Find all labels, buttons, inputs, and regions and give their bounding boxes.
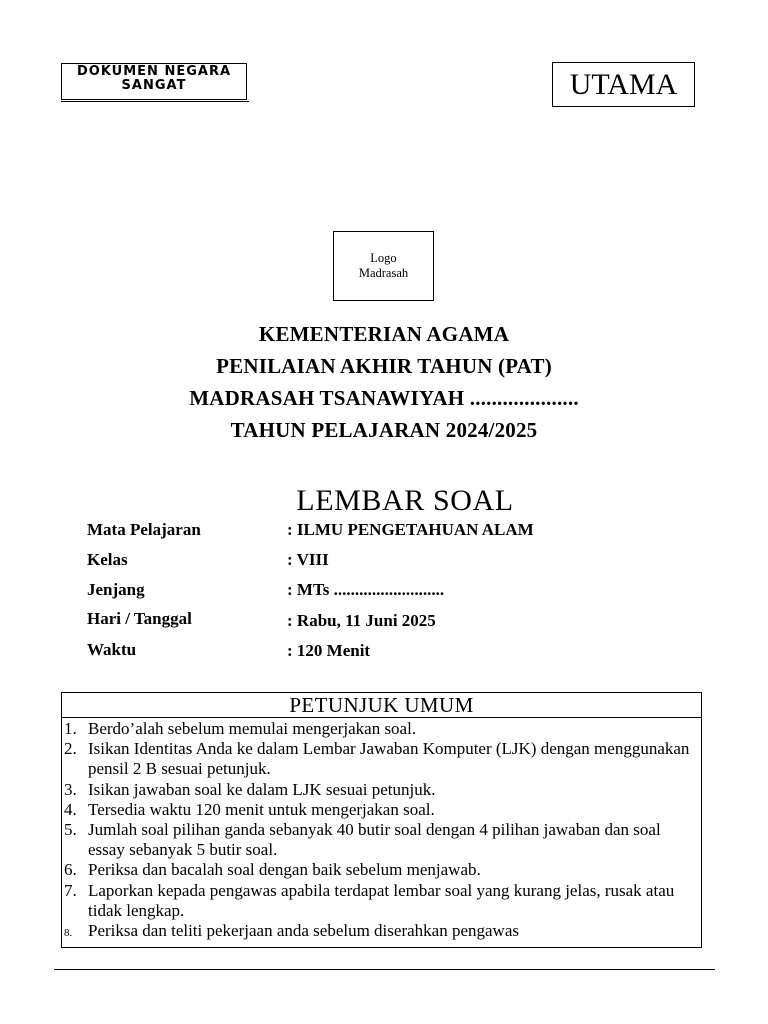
header-year: TAHUN PELAJARAN 2024/2025 xyxy=(230,418,538,442)
instruction-item xyxy=(62,739,701,779)
info-value-class: : VIII xyxy=(287,550,329,569)
instruction-number: 5. xyxy=(64,820,77,840)
instruction-text: Periksa dan bacalah soal dengan baik sebelum menjawab. xyxy=(88,860,481,880)
instruction-text: Isikan jawaban soal ke dalam LJK sesuai petunjuk. xyxy=(88,779,436,799)
instruction-item xyxy=(62,921,701,941)
instruction-text: Periksa dan teliti pekerjaan anda sebelum diserahkan pengawas xyxy=(88,921,519,941)
header-school: MADRASAH TSANAWIYAH .................... xyxy=(189,386,579,410)
info-label-level: Jenjang xyxy=(87,580,145,599)
instructions-heading: PETUNJUK UMUM xyxy=(62,693,701,718)
logo-text-line1: Logo xyxy=(370,251,397,265)
instruction-text: Laporkan kepada pengawas apabila terdapat lembar soal yang kurang jelas, rusak atau tidak lengkap. xyxy=(88,880,675,920)
instruction-text: Jumlah soal pilihan ganda sebanyak 40 butir soal dengan 4 pilihan jawaban dan soal essay sebanyak 5 butir soal. xyxy=(88,820,661,860)
info-value-time: : 120 Menit xyxy=(287,641,371,660)
classification-underline xyxy=(61,101,249,102)
instruction-item xyxy=(62,881,701,921)
instruction-number: 1. xyxy=(64,719,77,738)
instructions-box xyxy=(61,692,702,948)
instruction-item xyxy=(62,719,701,739)
header-ministry: KEMENTERIAN AGAMA xyxy=(258,322,510,346)
version-label-box xyxy=(552,62,695,107)
instruction-text: Isikan Identitas Anda ke dalam Lembar Jawaban Komputer (LJK) dengan menggunakan pensil 2 B sesuai petunjuk. xyxy=(88,739,690,779)
instruction-item xyxy=(62,800,701,820)
classification-text: DOKUMEN NEGARA SANGAT xyxy=(76,64,232,93)
instruction-item xyxy=(62,860,701,880)
info-value-subject: : ILMU PENGETAHUAN ALAM xyxy=(287,520,534,539)
instruction-text: Berdo’alah sebelum memulai mengerjakan soal. xyxy=(88,719,417,738)
instruction-item xyxy=(62,780,701,800)
sheet-title: LEMBAR SOAL xyxy=(296,484,514,517)
instruction-number: 2. xyxy=(64,739,77,759)
instructions-list xyxy=(62,718,701,941)
info-label-class: Kelas xyxy=(87,550,128,569)
info-label-subject: Mata Pelajaran xyxy=(87,520,201,539)
instruction-item xyxy=(62,820,701,860)
instruction-number: 8. xyxy=(64,927,73,940)
version-label: UTAMA xyxy=(569,68,678,101)
header-exam: PENILAIAN AKHIR TAHUN (PAT) xyxy=(216,354,552,378)
classification-box xyxy=(61,63,247,100)
info-value-level: : MTs .......................... xyxy=(287,580,445,599)
info-value-date: : Rabu, 11 Juni 2025 xyxy=(287,611,436,630)
instruction-number: 3. xyxy=(64,779,77,799)
instruction-number: 4. xyxy=(64,799,77,819)
instruction-number: 7. xyxy=(64,880,77,900)
instruction-number: 6. xyxy=(64,860,77,880)
info-label-time: Waktu xyxy=(87,640,137,659)
footer-rule xyxy=(54,969,715,970)
logo-text-line2: Madrasah xyxy=(358,266,409,280)
info-label-date: Hari / Tanggal xyxy=(87,609,192,628)
logo-placeholder xyxy=(333,231,434,301)
instruction-text: Tersedia waktu 120 menit untuk mengerjakan soal. xyxy=(88,799,435,819)
